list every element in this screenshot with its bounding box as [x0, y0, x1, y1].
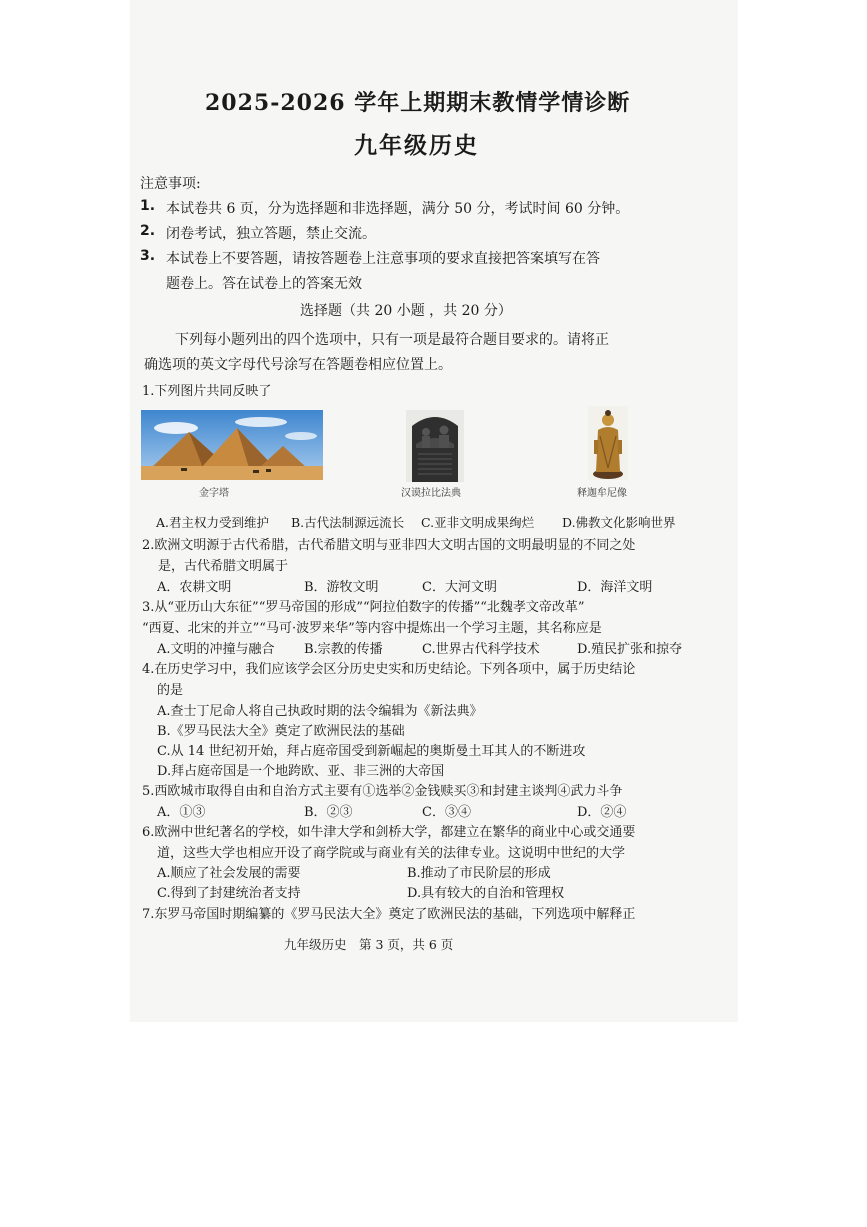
exam-subtitle: 九年级历史	[354, 132, 479, 159]
page-footer: 九年级历史 第 3 页，共 6 页	[284, 937, 454, 952]
option-b[interactable]: B.推动了市民阶层的形成	[407, 866, 551, 881]
option-c[interactable]: C.得到了封建统治者支持	[157, 886, 301, 901]
option-d[interactable]: D.具有较大的自治和管理权	[407, 886, 565, 901]
pyramids-image	[141, 410, 323, 480]
buddha-statue-image	[588, 406, 628, 480]
question-2-stem-continued: 是，古代希腊文明属于	[158, 559, 289, 574]
pyramids-caption: 金字塔	[199, 488, 229, 499]
question-5-stem: 5.西欧城市取得自由和自治方式主要有①选举②金钱赎买③和封建主谈判④武力斗争	[142, 784, 623, 799]
option-d[interactable]: D.佛教文化影响世界	[562, 515, 676, 530]
question-6-stem: 6.欧洲中世纪著名的学校，如牛津大学和剑桥大学，都建立在繁华的商业中心或交通要	[142, 825, 636, 840]
option-d[interactable]: D.殖民扩张和掠夺	[577, 642, 683, 657]
notice-heading: 注意事项:	[140, 176, 201, 192]
option-c[interactable]: C.从 14 世纪初开始，拜占庭帝国受到新崛起的奥斯曼土耳其人的不断进攻	[157, 744, 586, 759]
section-instruction: 下列每小题列出的四个选项中，只有一项是最符合题目要求的。请将正	[175, 332, 609, 348]
option-d[interactable]: D．②④	[577, 805, 627, 820]
option-d[interactable]: D．海洋文明	[577, 580, 653, 595]
hammurabi-caption: 汉谟拉比法典	[401, 488, 461, 499]
buddha-caption: 释迦牟尼像	[577, 488, 627, 499]
option-b[interactable]: B.宗教的传播	[304, 642, 383, 657]
question-1-stem: 1.下列图片共同反映了	[142, 384, 272, 399]
hammurabi-stele-image	[406, 410, 464, 482]
question-4-stem-continued: 的是	[157, 683, 184, 698]
notice-item-continuation: 题卷上。答在试卷上的答案无效	[166, 276, 362, 292]
section-instruction-continued: 确选项的英文字母代号涂写在答题卷相应位置上。	[144, 357, 452, 373]
notice-item-text: 闭卷考试，独立答题，禁止交流。	[166, 226, 376, 242]
option-c[interactable]: C.世界古代科学技术	[422, 642, 540, 657]
option-a[interactable]: A.君主权力受到维护	[156, 515, 270, 530]
notice-item-number: 1.	[140, 198, 156, 214]
option-c[interactable]: C．大河文明	[422, 580, 497, 595]
notice-item-number: 3.	[140, 248, 156, 264]
option-a[interactable]: A．农耕文明	[157, 580, 232, 595]
option-c[interactable]: C．③④	[422, 805, 471, 820]
question-3-stem: 3.从“亚历山大东征”“罗马帝国的形成”“阿拉伯数字的传播”“北魏孝文帝改革”	[142, 600, 585, 615]
section-heading: 选择题（共 20 小题 ，共 20 分）	[300, 303, 512, 319]
option-a[interactable]: A.文明的冲撞与融合	[157, 642, 275, 657]
question-6-stem-continued: 道，这些大学也相应开设了商学院或与商业有关的法律专业。这说明中世纪的大学	[157, 846, 626, 861]
option-a[interactable]: A.顺应了社会发展的需要	[157, 866, 301, 881]
exam-title: 2025-2026 学年上期期末教情学情诊断	[205, 90, 631, 116]
option-c[interactable]: C.亚非文明成果绚烂	[421, 515, 535, 530]
question-3-stem-continued: “西夏、北宋的并立”“马可·波罗来华”等内容中提炼出一个学习主题，其名称应是	[142, 621, 602, 636]
option-a[interactable]: A．①③	[157, 805, 206, 820]
option-b[interactable]: B．游牧文明	[304, 580, 379, 595]
option-a[interactable]: A.查士丁尼命人将自己执政时期的法令编辑为《新法典》	[157, 704, 483, 719]
notice-item-number: 2.	[140, 223, 156, 239]
option-b[interactable]: B.《罗马民法大全》奠定了欧洲民法的基础	[157, 724, 405, 739]
option-d[interactable]: D.拜占庭帝国是一个地跨欧、亚、非三洲的大帝国	[157, 764, 445, 779]
option-b[interactable]: B.古代法制源远流长	[291, 515, 405, 530]
notice-item-text: 本试卷共 6 页，分为选择题和非选择题，满分 50 分，考试时间 60 分钟。	[166, 201, 630, 217]
option-b[interactable]: B．②③	[304, 805, 353, 820]
question-2-stem: 2.欧洲文明源于古代希腊，古代希腊文明与亚非四大文明古国的文明最明显的不同之处	[142, 538, 636, 553]
question-4-stem: 4.在历史学习中，我们应该学会区分历史史实和历史结论。下列各项中，属于历史结论	[142, 662, 636, 677]
notice-item-text: 本试卷上不要答题，请按答题卷上注意事项的要求直接把答案填写在答	[166, 251, 600, 267]
question-7-stem: 7.东罗马帝国时期编纂的《罗马民法大全》奠定了欧洲民法的基础，下列选项中解释正	[142, 907, 636, 922]
